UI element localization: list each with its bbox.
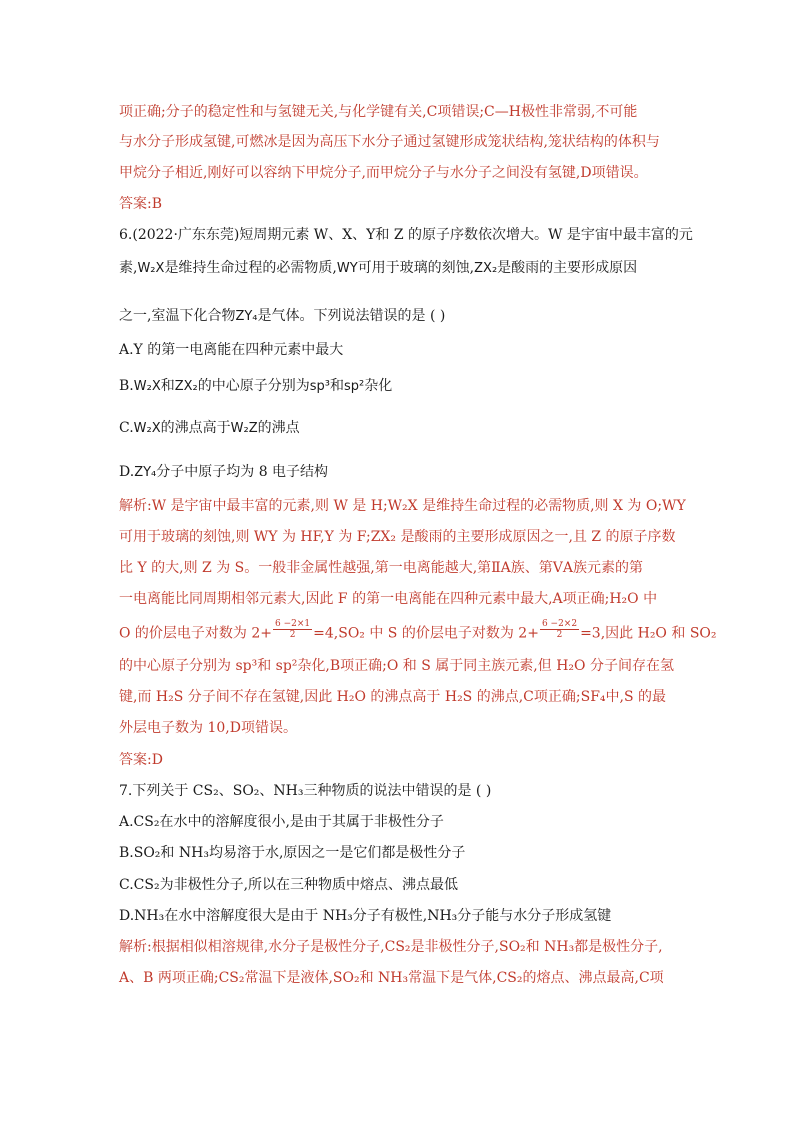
question-6-stem: 素,W₂X是维持生命过程的必需物质,WY可用于玻璃的刻蚀,ZX₂是酸雨的主要形成原因 bbox=[119, 260, 638, 276]
explanation-line: 甲烷分子相近,刚好可以容纳下甲烷分子,而甲烷分子与水分子之间没有氢键,D项错误。 bbox=[119, 165, 648, 181]
option-b: B.W₂X和ZX₂的中心原子分别为sp³和sp²杂化 bbox=[119, 378, 393, 394]
explanation-line: 键,而 H₂S 分子间不存在氢键,因此 H₂O 的沸点高于 H₂S 的沸点,C项正确;SF₄中,S 的最 bbox=[119, 689, 667, 705]
question-7-stem: 7.下列关于 CS₂、SO₂、NH₃三种物质的说法中错误的是 ( ) bbox=[119, 783, 492, 799]
explanation-line: 比 Y 的大,则 Z 为 S。一般非金属性越强,第一电离能越大,第ⅡA族、第ⅤA族元素的第 bbox=[119, 560, 644, 576]
option-a: A.Y 的第一电离能在四种元素中最大 bbox=[119, 342, 344, 358]
answer-line: 答案:B bbox=[119, 196, 163, 212]
formula-w2x: W₂X bbox=[137, 261, 165, 276]
explanation-line: 外层电子数为 10,D项错误。 bbox=[119, 720, 297, 736]
explanation-line: 与水分子形成氢键,可燃冰是因为高压下水分子通过氢键形成笼状结构,笼状结构的体积与 bbox=[119, 134, 660, 150]
option-d: D.ZY₄分子中原子均为 8 电子结构 bbox=[119, 464, 329, 480]
explanation-line: 的中心原子分别为 sp³和 sp²杂化,B项正确;O 和 S 属于同主族元素,但 H₂O 分子间存在氢 bbox=[119, 658, 674, 674]
option-b: B.SO₂和 NH₃均易溶于水,原因之一是它们都是极性分子 bbox=[119, 845, 466, 861]
fraction: $\frac{6 -2\times 1}{2}$ bbox=[275, 619, 311, 640]
explanation-line: 解析:W 是宇宙中最丰富的元素,则 W 是 H;W₂X 是维持生命过程的必需物质,则 X 为 O;WY bbox=[119, 498, 686, 514]
option-c: C.W₂X的沸点高于W₂Z的沸点 bbox=[119, 420, 300, 436]
explanation-line: 解析:根据相似相溶规律,水分子是极性分子,CS₂是非极性分子,SO₂和 NH₃都是极性分子, bbox=[119, 939, 663, 955]
explanation-line: O 的价层电子对数为 2+ $\frac{6 -2\times 1}{2}$ =4,SO₂ 中 S 的价层电子对数为 2+ $\frac{6 -2\times 2}{2}$ =3,因此 H₂O 和 SO₂ bbox=[119, 619, 717, 642]
formula-zx2: ZX₂ bbox=[474, 261, 498, 276]
explanation-line: A、B 两项正确;CS₂常温下是液体,SO₂和 NH₃常温下是气体,CS₂的熔点、沸点最高,C项 bbox=[119, 970, 664, 986]
explanation-line: 可用于玻璃的刻蚀,则 WY 为 HF,Y 为 F;ZX₂ 是酸雨的主要形成原因之一,且 Z 的原子序数 bbox=[119, 529, 676, 545]
option-d: D.NH₃在水中溶解度很大是由于 NH₃分子有极性,NH₃分子能与水分子形成氢键 bbox=[119, 908, 612, 924]
formula-wy: WY bbox=[336, 261, 358, 276]
fraction: $\frac{6 -2\times 2}{2}$ bbox=[541, 619, 578, 640]
option-a: A.CS₂在水中的溶解度很小,是由于其属于非极性分子 bbox=[119, 814, 444, 830]
answer-line: 答案:D bbox=[119, 752, 163, 768]
explanation-line: 项正确;分子的稳定性和与氢键无关,与化学键有关,C项错误;C—H极性非常弱,不可能 bbox=[119, 104, 638, 120]
explanation-line: 一电离能比同周期相邻元素大,因此 F 的第一电离能在四种元素中最大,A项正确;H₂O 中 bbox=[119, 591, 658, 607]
option-c: C.CS₂为非极性分子,所以在三种物质中熔点、沸点最低 bbox=[119, 877, 459, 893]
question-6-stem: 6.(2022·广东东莞)短周期元素 W、X、Y和 Z 的原子序数依次增大。W 是宇宙中最丰富的元 bbox=[119, 227, 693, 243]
formula-zy4: ZY₄ bbox=[235, 309, 258, 324]
question-6-stem: 之一,室温下化合物ZY₄是气体。下列说法错误的是 ( ) bbox=[119, 308, 446, 324]
